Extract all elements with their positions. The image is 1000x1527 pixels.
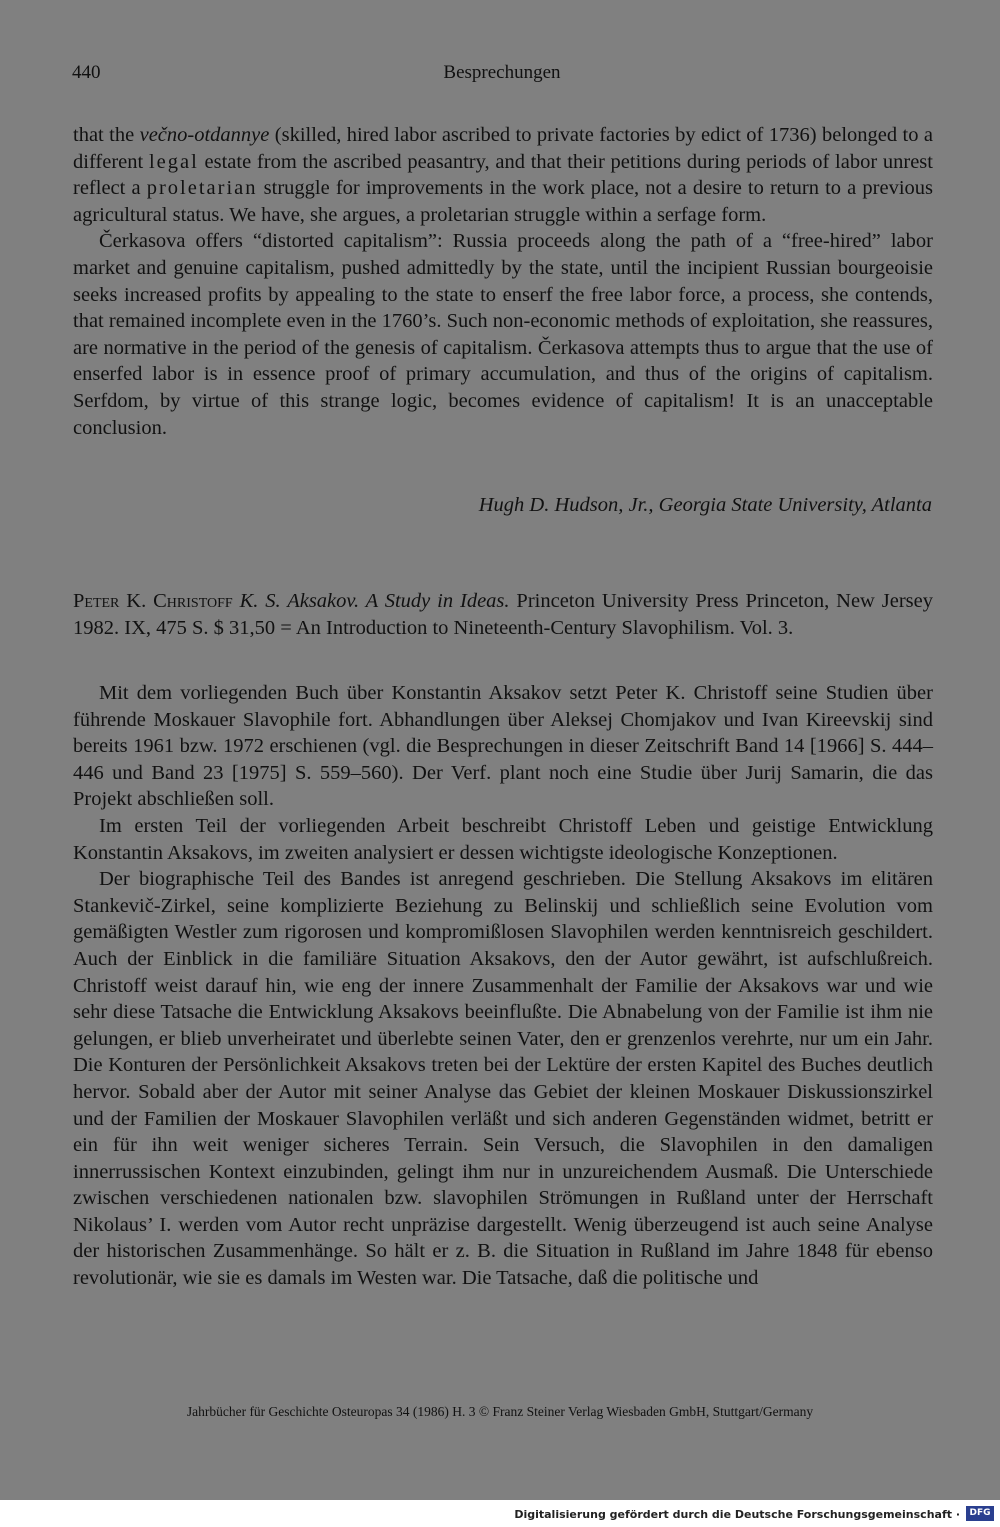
reviewer-signature: Hugh D. Hudson, Jr., Georgia State University, Atlanta [478, 494, 932, 516]
book-author: Peter K. Christoff [73, 590, 233, 612]
dfg-funding-notice: Digitalisierung gefördert durch die Deutsche Forschungsgemeinschaft · [514, 1508, 960, 1521]
page-header [72, 62, 932, 88]
spaced-word-proletarian: proletarian [146, 177, 258, 200]
review-2-citation [73, 588, 933, 641]
review-1-paragraph-2: Čerkasova offers “distorted capitalism”: Russia proceeds along the path of a “free-hired” labor market and genuine capitalism, pushed admittedly by the state, until the incipient Russian bourgeoisie seeks increased profits by appealing to the state to enserf the free labor force, a process, she contends, that remained incomplete even in the 1760’s. Such non-economic methods of exploitation, she reassures, are normative in the period of the genesis of capitalism. Čerkasova attempts thus to argue that the use of enserfed labor is in essence proof of primary accumulation, and thus of the origins of capitalism. Serfdom, by virtue of this strange logic, becomes evidence of capitalism! It is an unacceptable conclusion. [73, 230, 933, 439]
review-1-body [73, 122, 933, 441]
review-2-paragraph-1: Mit dem vorliegenden Buch über Konstantin Aksakov setzt Peter K. Christoff seine Studien über führende Moskauer Slavophile fort. Abhandlungen über Aleksej Chomjakov und Ivan Kireevskij sind bereits 1961 bzw. 1972 erschienen (vgl. die Besprechungen in dieser Zeitschrift Band 14 [1966] S. 444–446 und Band 23 [1975] S. 559–560). Der Verf. plant noch eine Studie über Jurij Samarin, die das Projekt abschließen soll. [73, 682, 933, 811]
journal-footer: Jahrbücher für Geschichte Osteuropas 34 (1986) H. 3 © Franz Steiner Verlag Wiesbaden GmbH, Stuttgart/Germany [186, 1404, 814, 1419]
dfg-funding-strip [0, 1500, 1000, 1527]
book-title: K. S. Aksakov. A Study in Ideas. [239, 590, 510, 612]
term-vecno-otdannye: večno-otdannye [139, 124, 270, 146]
dfg-logo-icon: DFG [966, 1506, 994, 1521]
review-2-paragraph-3: Der biographische Teil des Bandes ist anregend geschrieben. Die Stellung Aksakovs im elitären Stankevič-Zirkel, seine komplizierte Beziehung zu Belinskij und schließlich seine Evolution vom gemäßigten Westler zum rigorosen und kompromißlosen Slavophilen werden kenntnisreich geschildert. Auch der Einblick in die familiäre Situation Aksakovs, den der Autor gewährt, ist aufschlußreich. Christoff weist darauf hin, wie eng der innere Zusammenhalt der Familie der Aksakovs war und wie sehr diese Tatsache die Entwicklung Aksakovs beeinflußte. Die Abnabelung von der Familie ist ihm nie gelungen, er blieb unverheiratet und überlebte seinen Vater, den er grenzenlos verehrte, nur um ein Jahr. Die Konturen der Persönlichkeit Aksakovs treten bei der Lektüre der ersten Kapitel des Buches deutlich hervor. Sobald aber der Autor mit seiner Analyse das Gebiet der kleinen Moskauer Diskussionszirkel und der Familien der Moskauer Slavophilen verläßt und sich anderen Gegenständen widmet, betritt er ein für ihn weit weniger sicheres Terrain. Sein Versuch, die Slavophilen in den damaligen innerrussischen Kontext einzubinden, gelingt ihm nur in unzureichendem Ausmaß. Die Unterschiede zwischen verschiedenen nationalen bzw. slavophilen Strömungen in Rußland unter der Herrschaft Nikolaus’ I. werden vom Autor recht unpräzise dargestellt. Wenig überzeugend ist auch seine Analyse der historischen Zusammenhänge. So hält er z. B. die Situation in Rußland im Jahre 1848 für ebenso revolutionär, wie sie es damals im Westen war. Die Tatsache, daß die politische und [73, 868, 933, 1290]
book-publication-details: Princeton University Press Princeton, New Jersey 1982. IX, 475 S. $ 31,50 = An Introduction to Nineteenth-Century Slavophilism. Vol. 3. [73, 590, 933, 639]
review-2-paragraph-2: Im ersten Teil der vorliegenden Arbeit beschreibt Christoff Leben und geistige Entwicklung Konstantin Aksakovs, im zweiten analysiert er dessen wichtigste ideologische Konzeptionen. [73, 814, 933, 864]
spaced-word-legal: legal [148, 150, 199, 173]
review-2-body [73, 680, 933, 1292]
running-head: Besprechungen [443, 62, 561, 83]
review-1-paragraph-1: that the večno-otdannye (skilled, hired labor ascribed to private factories by edict of 1736) belonged to a different legal estate from the ascribed peasantry, and that their petitions during periods of labor unrest reflect a proletarian struggle for improvements in the work place, not a desire to return to a previous agricultural status. We have, she argues, a proletarian struggle within a serfage form. [73, 124, 934, 226]
page-number: 440 [72, 62, 101, 83]
